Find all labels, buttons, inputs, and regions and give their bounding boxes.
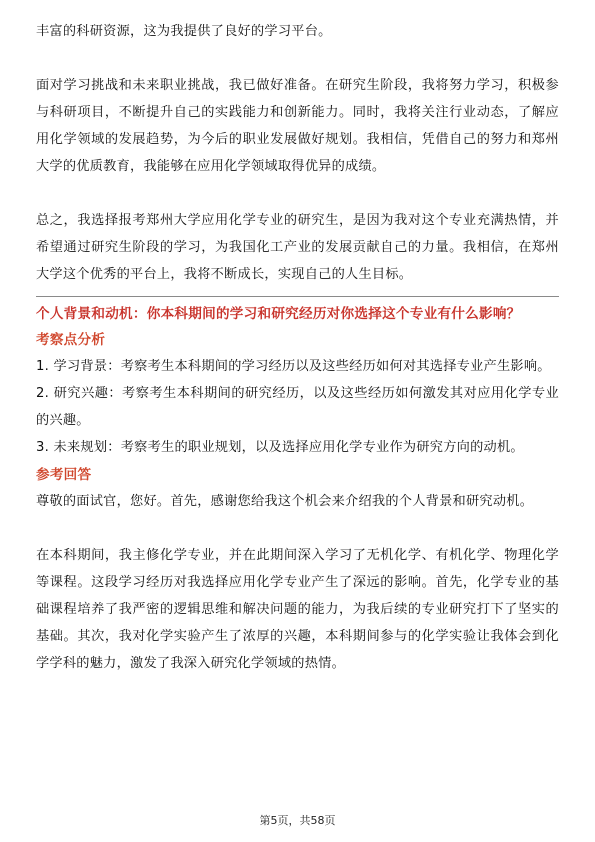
intro-paragraph-1: 丰富的科研资源，这为我提供了良好的学习平台。 bbox=[36, 24, 332, 39]
intro-paragraph-3: 总之，我选择报考郑州大学应用化学专业的研究生，是因为我对这个专业充满热情，并希望通过研究生阶段的学习，为我国化工产业的发展贡献自己的力量。我相信，在郑州大学这个优秀的平台上，我将不断成长，实现自己的人生目标。 bbox=[36, 213, 559, 282]
question-title: 个人背景和动机：你本科期间的学习和研究经历对你选择这个专业有什么影响？ bbox=[36, 306, 521, 322]
analysis-item-1: 1. 学习背景：考察考生本科期间的学习经历以及这些经历如何对其选择专业产生影响。 bbox=[36, 359, 551, 374]
page-number: 第5页，共58页 bbox=[259, 814, 336, 827]
answer-paragraph-1: 尊敬的面试官，您好。首先，感谢您给我这个机会来介绍我的个人背景和研究动机。 bbox=[36, 494, 534, 509]
section-divider bbox=[36, 296, 559, 297]
answer-heading: 参考回答 bbox=[36, 467, 92, 483]
analysis-item-3: 3. 未来规划：考察考生的职业规划，以及选择应用化学专业作为研究方向的动机。 bbox=[36, 440, 524, 455]
intro-paragraph-2: 面对学习挑战和未来职业挑战，我已做好准备。在研究生阶段，我将努力学习，积极参与科研项目，不断提升自己的实践能力和创新能力。同时，我将关注行业动态，了解应用化学领域的发展趋势，为今后的职业发展做好规划。我相信，凭借自己的努力和郑州大学的优质教育，我能够在应用化学领域取得优异的成绩。 bbox=[36, 78, 559, 174]
answer-paragraph-2: 在本科期间，我主修化学专业，并在此期间深入学习了无机化学、有机化学、物理化学等课程。这段学习经历对我选择应用化学专业产生了深远的影响。首先，化学专业的基础课程培养了我严密的逻辑思维和解决问题的能力，为我后续的专业研究打下了坚实的基础。其次，我对化学实验产生了浓厚的兴趣，本科期间参与的化学实验让我体会到化学学科的魅力，激发了我深入研究化学领域的热情。 bbox=[36, 548, 559, 671]
analysis-item-2: 2. 研究兴趣：考察考生本科期间的研究经历，以及这些经历如何激发其对应用化学专业的兴趣。 bbox=[36, 386, 559, 428]
analysis-heading: 考察点分析 bbox=[36, 332, 106, 348]
page-content bbox=[36, 18, 559, 677]
